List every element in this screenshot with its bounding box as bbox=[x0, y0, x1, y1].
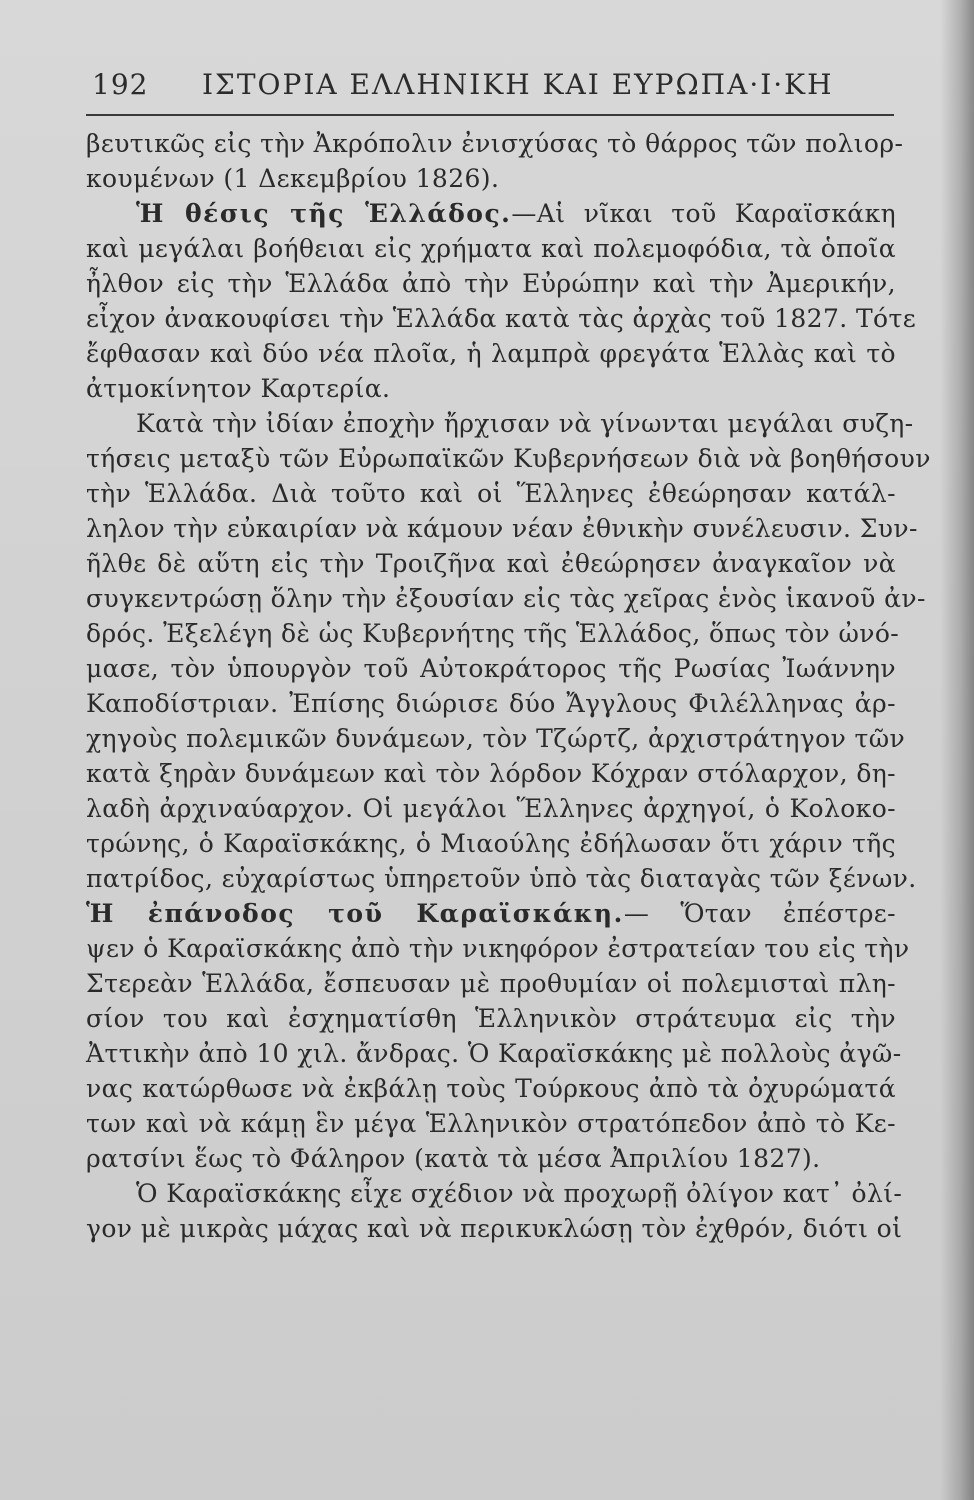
body-text bbox=[86, 126, 931, 1246]
text-line: Ἀττικὴν ἀπὸ 10 χιλ. ἄνδρας. Ὁ Καραϊσκάκης μὲ πολλοὺς ἀγῶ- bbox=[86, 1039, 902, 1068]
text-line: ληλον τὴν εὐκαιρίαν νὰ κάμουν νέαν ἐθνικὴν συνέλευσιν. Συν- bbox=[86, 514, 918, 543]
header-rule bbox=[86, 114, 894, 116]
text-line: Ὁ Καραϊσκάκης εἶχε σχέδιον νὰ προχωρῇ ὀλίγον κατ᾽ ὀλί- bbox=[136, 1179, 903, 1208]
text-line: Καποδίστριαν. Ἐπίσης διώρισε δύο Ἄγγλους Φιλέλληνας ἀρ- bbox=[86, 689, 896, 718]
text-line: χηγοὺς πολεμικῶν δυνάμεων, τὸν Τζώρτζ, ἀρχιστράτηγον τῶν bbox=[86, 724, 906, 753]
text-line: καὶ μεγάλαι βοήθειαι εἰς χρήματα καὶ πολεμοφόδια, τὰ ὁποῖα bbox=[86, 234, 896, 263]
page-header bbox=[92, 68, 892, 108]
text-line: δρός. Ἐξελέγη δὲ ὡς Κυβερνήτης τῆς Ἑλλάδος, ὅπως τὸν ὠνό- bbox=[86, 619, 900, 648]
text-line: ῆλθε δὲ αὕτη εἰς τὴν Τροιζῆνα καὶ ἐθεώρησεν ἀναγκαῖον νὰ bbox=[86, 549, 896, 578]
text-line: τρώνης, ὁ Καραϊσκάκης, ὁ Μιαούλης ἐδήλωσαν ὅτι χάριν τῆς bbox=[86, 829, 896, 858]
running-title: ΙΣΤΟΡΙΑ ΕΛΛΗΝΙΚΗ ΚΑΙ ΕΥΡΩΠΑ·Ι·ΚΗ bbox=[202, 68, 834, 101]
text-line: νας κατώρθωσε νὰ ἐκβάλῃ τοὺς Τούρκους ἀπὸ τὰ ὀχυρώματά bbox=[86, 1074, 896, 1103]
text-line: τὴν Ἑλλάδα. Διὰ τοῦτο καὶ οἱ Ἕλληνες ἐθεώρησαν κατάλ- bbox=[86, 479, 896, 508]
text-line: κατὰ ξηρὰν δυνάμεων καὶ τὸν λόρδον Κόχραν στόλαρχον, δη- bbox=[86, 759, 896, 788]
text-fragment: — Ὅταν ἐπέστρε- bbox=[623, 899, 897, 928]
text-line: Κατὰ τὴν ἰδίαν ἐποχὴν ἤρχισαν νὰ γίνωνται μεγάλαι συζη- bbox=[136, 409, 914, 438]
section-heading-line bbox=[86, 896, 896, 931]
section-heading-greece: Ἡ θέσις τῆς Ἑλλάδος. bbox=[136, 199, 512, 228]
text-line: σίον του καὶ ἐσχηματίσθη Ἑλληνικὸν στράτευμα εἰς τὴν bbox=[86, 1004, 896, 1033]
text-line: βευτικῶς εἰς τὴν Ἀκρόπολιν ἐνισχύσας τὸ θάρρος τῶν πολιορ- bbox=[86, 129, 904, 158]
section-heading-line bbox=[86, 196, 896, 231]
section-heading-return: Ἡ ἐπάνοδος τοῦ Καραϊσκάκη. bbox=[86, 899, 624, 928]
text-line: λαδὴ ἀρχιναύαρχον. Οἱ μεγάλοι Ἕλληνες ἀρχηγοί, ὁ Κολοκο- bbox=[86, 794, 896, 823]
text-fragment: —Αἱ νῖκαι τοῦ Καραϊσκάκη bbox=[511, 199, 896, 228]
text-line: ρατσίνι ἕως τὸ Φάληρον (κατὰ τὰ μέσα Ἀπριλίου 1827). bbox=[86, 1144, 821, 1173]
text-line: ἀτμοκίνητον Καρτερία. bbox=[86, 374, 391, 403]
text-line: ἦλθον εἰς τὴν Ἑλλάδα ἀπὸ τὴν Εὐρώπην καὶ τὴν Ἀμερικήν, bbox=[86, 269, 896, 298]
text-line: Στερεὰν Ἑλλάδα, ἔσπευσαν μὲ προθυμίαν οἱ πολεμισταὶ πλη- bbox=[86, 969, 896, 998]
text-line: κουμένων (1 Δεκεμβρίου 1826). bbox=[86, 164, 500, 193]
text-line: πατρίδος, εὐχαρίστως ὑπηρετοῦν ὑπὸ τὰς διαταγὰς τῶν ξένων. bbox=[86, 864, 917, 893]
page-number: 192 bbox=[92, 68, 149, 101]
text-line: συγκεντρώσῃ ὅλην τὴν ἐξουσίαν εἰς τὰς χεῖρας ἑνὸς ἱκανοῦ ἀν- bbox=[86, 584, 926, 613]
text-line: ψεν ὁ Καραϊσκάκης ἀπὸ τὴν νικηφόρον ἐστρατείαν του εἰς τὴν bbox=[86, 934, 910, 963]
text-line: ἔφθασαν καὶ δύο νέα πλοῖα, ἡ λαμπρὰ φρεγάτα Ἑλλὰς καὶ τὸ bbox=[86, 339, 896, 368]
text-line: των καὶ νὰ κάμῃ ἓν μέγα Ἑλληνικὸν στρατόπεδον ἀπὸ τὸ Κε- bbox=[86, 1109, 896, 1138]
text-line: εἶχον ἀνακουφίσει τὴν Ἑλλάδα κατὰ τὰς ἀρχὰς τοῦ 1827. Τότε bbox=[86, 304, 917, 333]
text-line: γον μὲ μικρὰς μάχας καὶ νὰ περικυκλώσῃ τὸν ἐχθρόν, διότι οἱ bbox=[86, 1214, 903, 1243]
page-edge-shadow bbox=[940, 0, 974, 1500]
text-line: τήσεις μεταξὺ τῶν Εὐρωπαϊκῶν Κυβερνήσεων διὰ νὰ βοηθήσουν bbox=[86, 444, 931, 473]
text-line: μασε, τὸν ὑπουργὸν τοῦ Αὐτοκράτορος τῆς Ρωσίας Ἰωάννην bbox=[86, 654, 896, 683]
